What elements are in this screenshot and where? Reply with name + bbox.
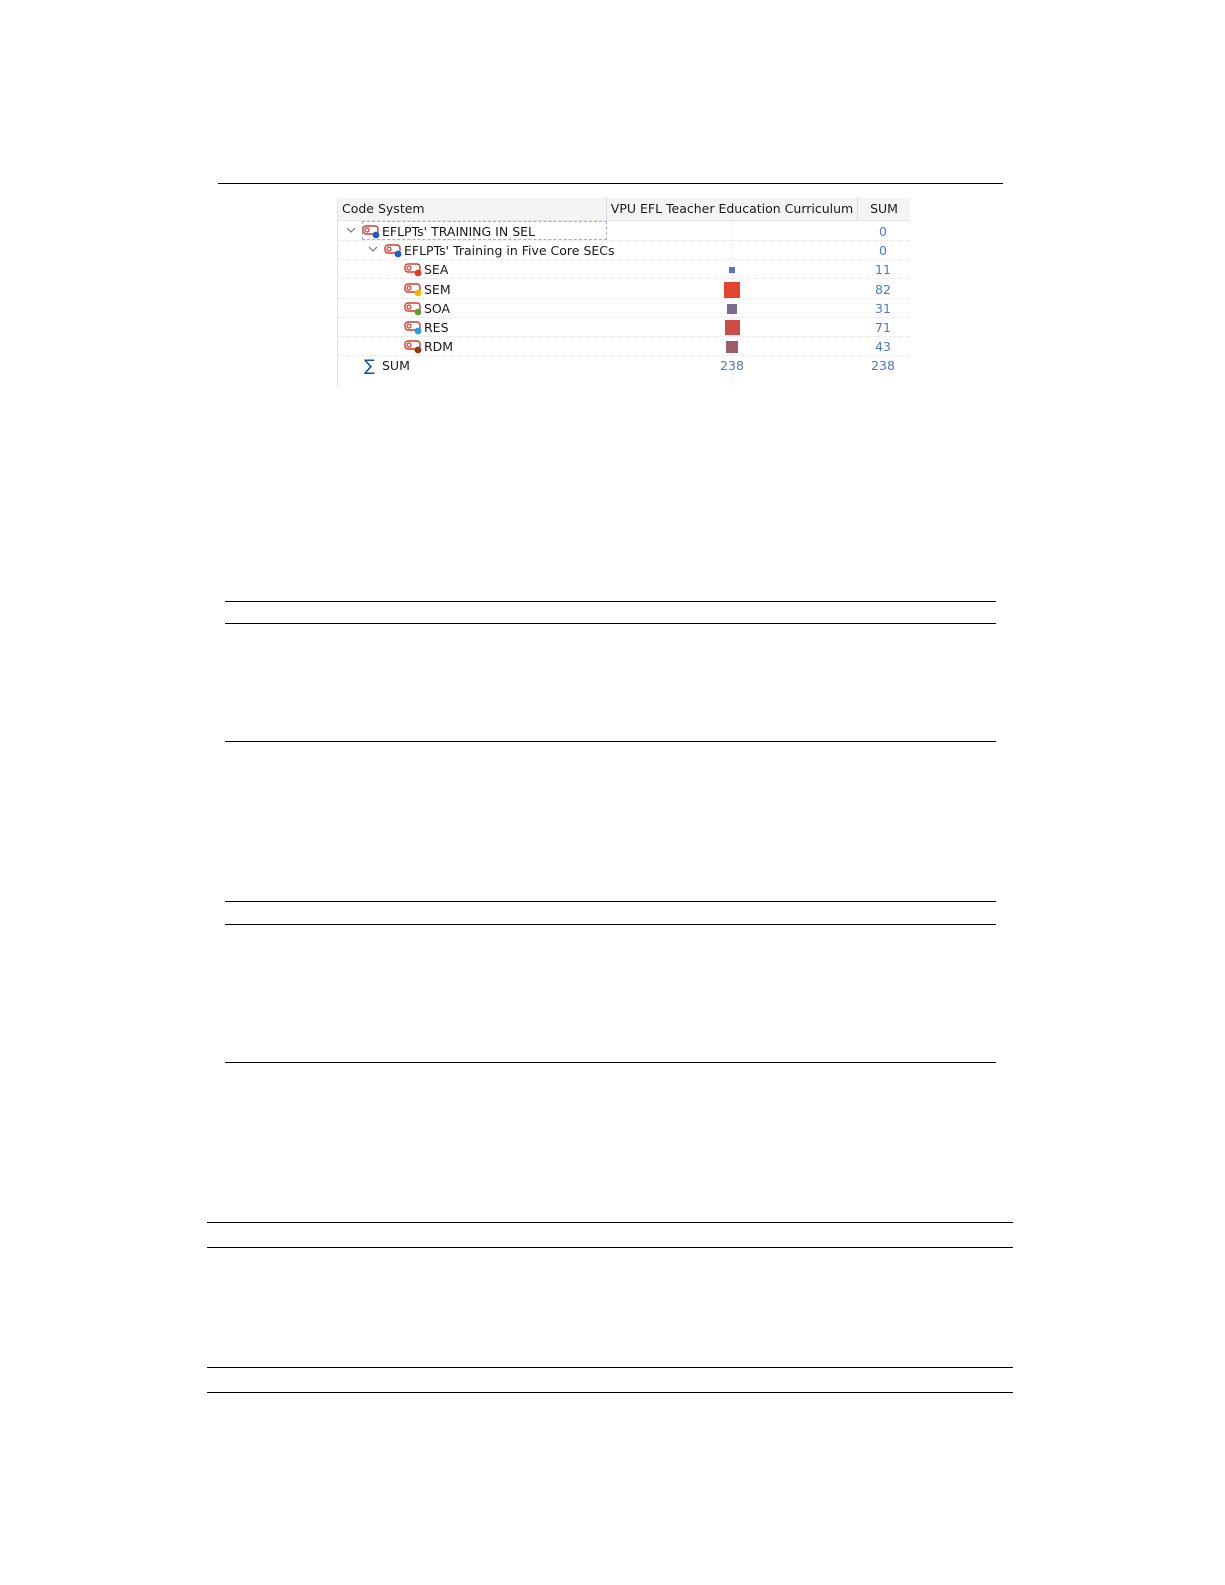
- code-row[interactable]: [338, 299, 910, 318]
- header-code-system[interactable]: Code System: [342, 201, 425, 216]
- code-icon: [404, 320, 424, 335]
- code-matrix-browser: [337, 198, 910, 386]
- code-icon: [362, 224, 382, 239]
- sigma-icon: ∑: [364, 356, 375, 375]
- sum-row: [338, 356, 910, 375]
- sum-row-group-total: 238: [720, 358, 744, 373]
- sum-row-label: SUM: [382, 358, 410, 373]
- code-label: SEA: [424, 262, 449, 278]
- chevron-down-icon[interactable]: [368, 244, 378, 254]
- top-rule: [218, 183, 1003, 184]
- table2-bottom-rule: [225, 1062, 996, 1063]
- frequency-square[interactable]: [729, 267, 735, 273]
- code-row[interactable]: [338, 241, 910, 260]
- table3-bottom-rule: [207, 1392, 1013, 1393]
- code-label: EFLPTs' Training in Five Core SECs: [404, 243, 615, 259]
- header-sum[interactable]: SUM: [857, 198, 910, 220]
- table3-lower-rule: [207, 1367, 1013, 1368]
- frequency-square[interactable]: [725, 320, 740, 335]
- code-icon: [404, 262, 424, 277]
- sum-row-total: 238: [871, 358, 895, 373]
- table1-top-rule: [225, 601, 996, 602]
- matrix-header: [338, 198, 910, 221]
- frequency-square[interactable]: [726, 341, 738, 353]
- row-sum: 82: [875, 281, 891, 297]
- code-row[interactable]: [338, 337, 910, 356]
- header-document-group[interactable]: VPU EFL Teacher Education Curriculum: [606, 198, 857, 220]
- frequency-square[interactable]: [727, 304, 737, 314]
- code-row[interactable]: [338, 318, 910, 337]
- table2-top-rule: [225, 901, 996, 902]
- code-label: RDM: [424, 339, 454, 355]
- row-sum: 0: [879, 224, 887, 239]
- table3-top-rule: [207, 1222, 1013, 1223]
- frequency-square[interactable]: [724, 282, 740, 298]
- row-sum: 0: [879, 243, 887, 259]
- code-row[interactable]: [338, 222, 910, 241]
- code-label: SEM: [424, 281, 451, 297]
- code-icon: [404, 301, 424, 316]
- row-sum: 71: [875, 320, 891, 335]
- row-sum: 43: [875, 339, 891, 355]
- code-label: EFLPTs' TRAINING IN SEL: [382, 224, 535, 239]
- code-icon: [384, 243, 404, 258]
- table2-header-rule: [225, 924, 996, 925]
- table1-header-rule: [225, 623, 996, 624]
- code-label: SOA: [424, 300, 451, 316]
- row-sum: 31: [875, 300, 891, 316]
- code-row[interactable]: [338, 280, 910, 299]
- code-icon: [404, 282, 424, 297]
- chevron-down-icon[interactable]: [346, 225, 356, 235]
- row-sum: 11: [875, 262, 891, 278]
- table1-bottom-rule: [225, 741, 996, 742]
- code-row[interactable]: [338, 260, 910, 279]
- code-icon: [404, 339, 424, 354]
- code-label: RES: [424, 320, 449, 335]
- table3-header-rule: [207, 1247, 1013, 1248]
